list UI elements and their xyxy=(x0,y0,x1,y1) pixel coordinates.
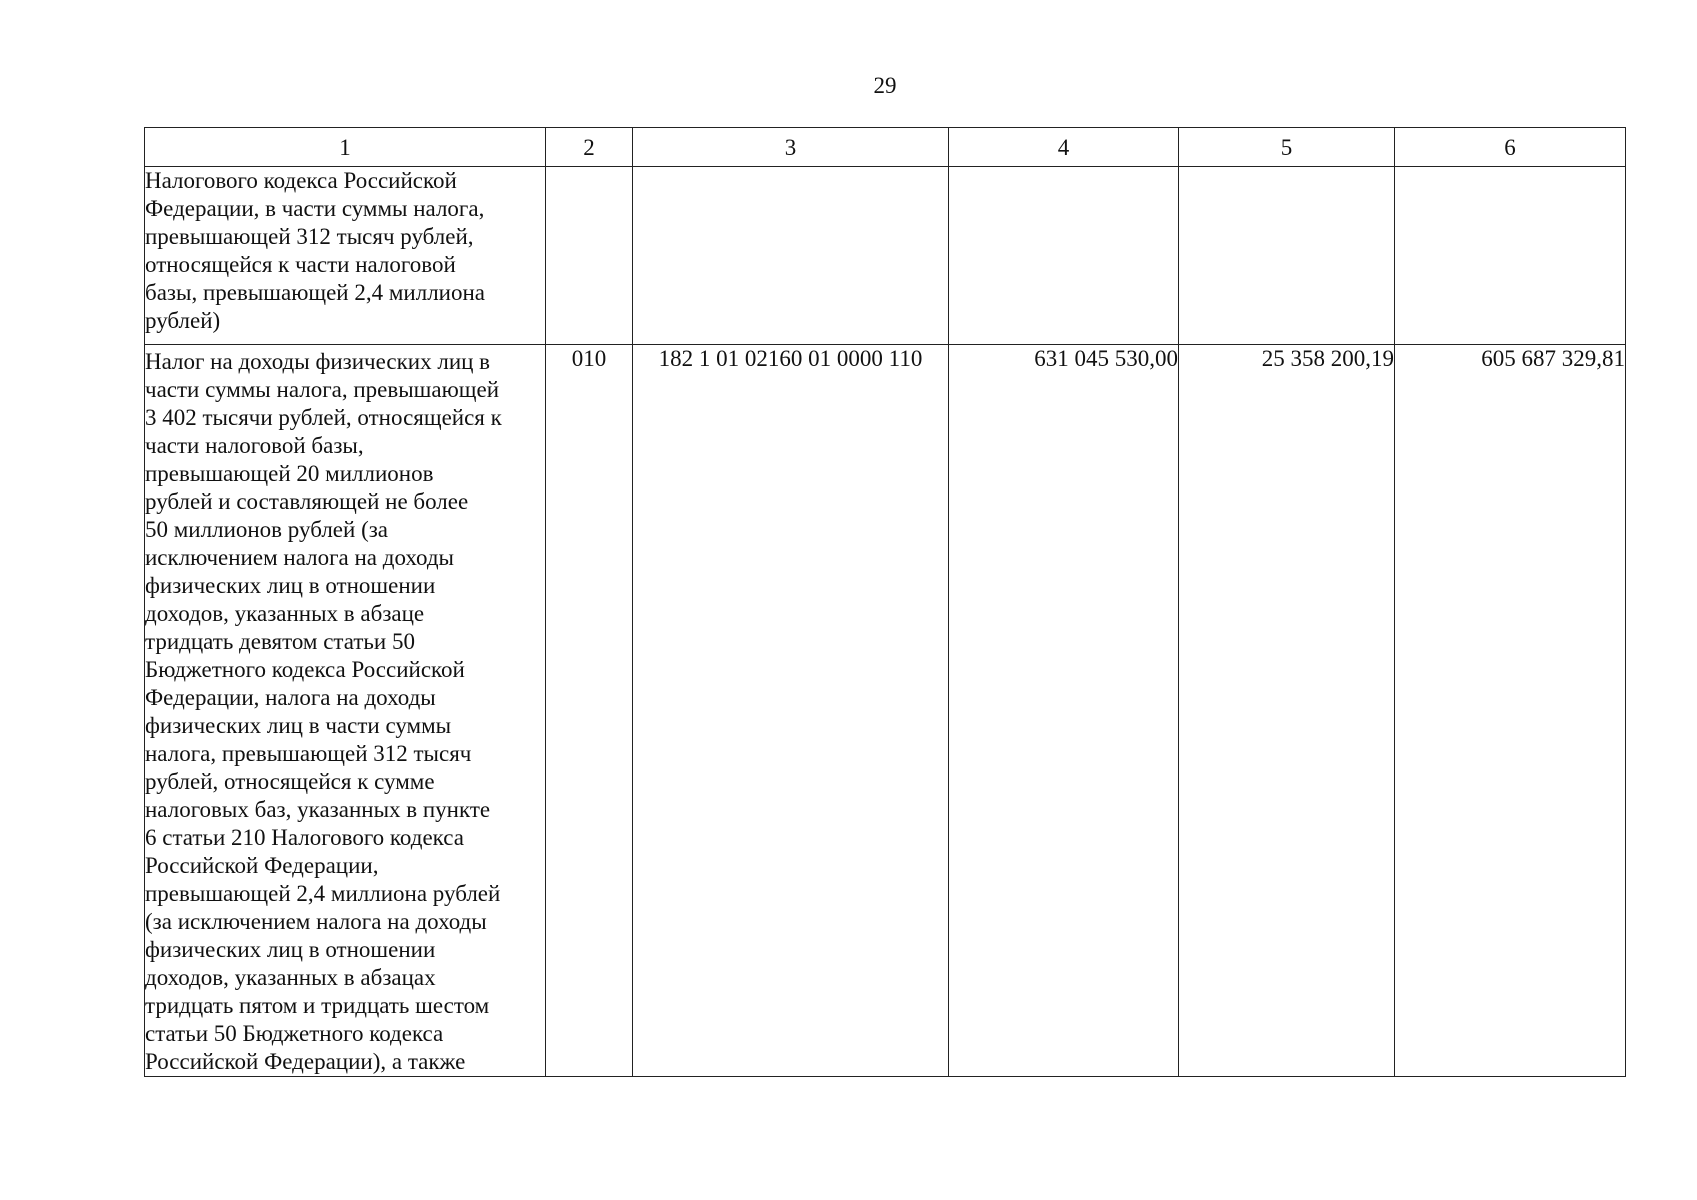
header-col-3: 3 xyxy=(633,128,949,167)
table-body xyxy=(145,167,1626,1077)
page-number: 29 xyxy=(873,73,897,98)
budget-code-cell: 182 1 01 02160 01 0000 110 xyxy=(633,345,949,1077)
header-row xyxy=(145,128,1626,167)
header-col-5: 5 xyxy=(1179,128,1395,167)
line-code-cell xyxy=(546,167,633,345)
header-col-2: 2 xyxy=(546,128,633,167)
table-header xyxy=(145,128,1626,167)
budget-execution-table xyxy=(144,127,1626,1077)
approved-amount-cell xyxy=(949,167,1179,345)
budget-code-cell xyxy=(633,167,949,345)
table-row xyxy=(145,345,1626,1077)
income-name-cell: Налогового кодекса Российской Федерации, в части суммы налога, превышающей 312 тысяч рублей, относящейся к части налоговой базы, превышающей 2,4 миллиона рублей) xyxy=(145,167,546,345)
unexecuted-amount-cell: 605 687 329,81 xyxy=(1395,345,1626,1077)
income-name-cell: Налог на доходы физических лиц в части суммы налога, превышающей 3 402 тысячи рублей, относящейся к части налоговой базы, превышающей 20 миллионов рублей и составляющей не более 50 миллионов рублей (за исключением налога на доходы физических лиц в отношении доходов, указанных в абзаце тридцать девятом статьи 50 Бюджетного кодекса Российской Федерации, налога на доходы физических лиц в части суммы налога, превышающей 312 тысяч рублей, относящейся к сумме налоговых баз, указанных в пункте 6 статьи 210 Налогового кодекса Российской Федерации, превышающей 2,4 миллиона рублей (за исключением налога на доходы физических лиц в отношении доходов, указанных в абзацах тридцать пятом и тридцать шестом статьи 50 Бюджетного кодекса Российской Федерации), а также xyxy=(145,345,546,1077)
header-col-4: 4 xyxy=(949,128,1179,167)
executed-amount-cell xyxy=(1179,167,1395,345)
line-code-cell: 010 xyxy=(546,345,633,1077)
table-row xyxy=(145,167,1626,345)
header-col-1: 1 xyxy=(145,128,546,167)
executed-amount-cell: 25 358 200,19 xyxy=(1179,345,1395,1077)
header-col-6: 6 xyxy=(1395,128,1626,167)
unexecuted-amount-cell xyxy=(1395,167,1626,345)
approved-amount-cell: 631 045 530,00 xyxy=(949,345,1179,1077)
